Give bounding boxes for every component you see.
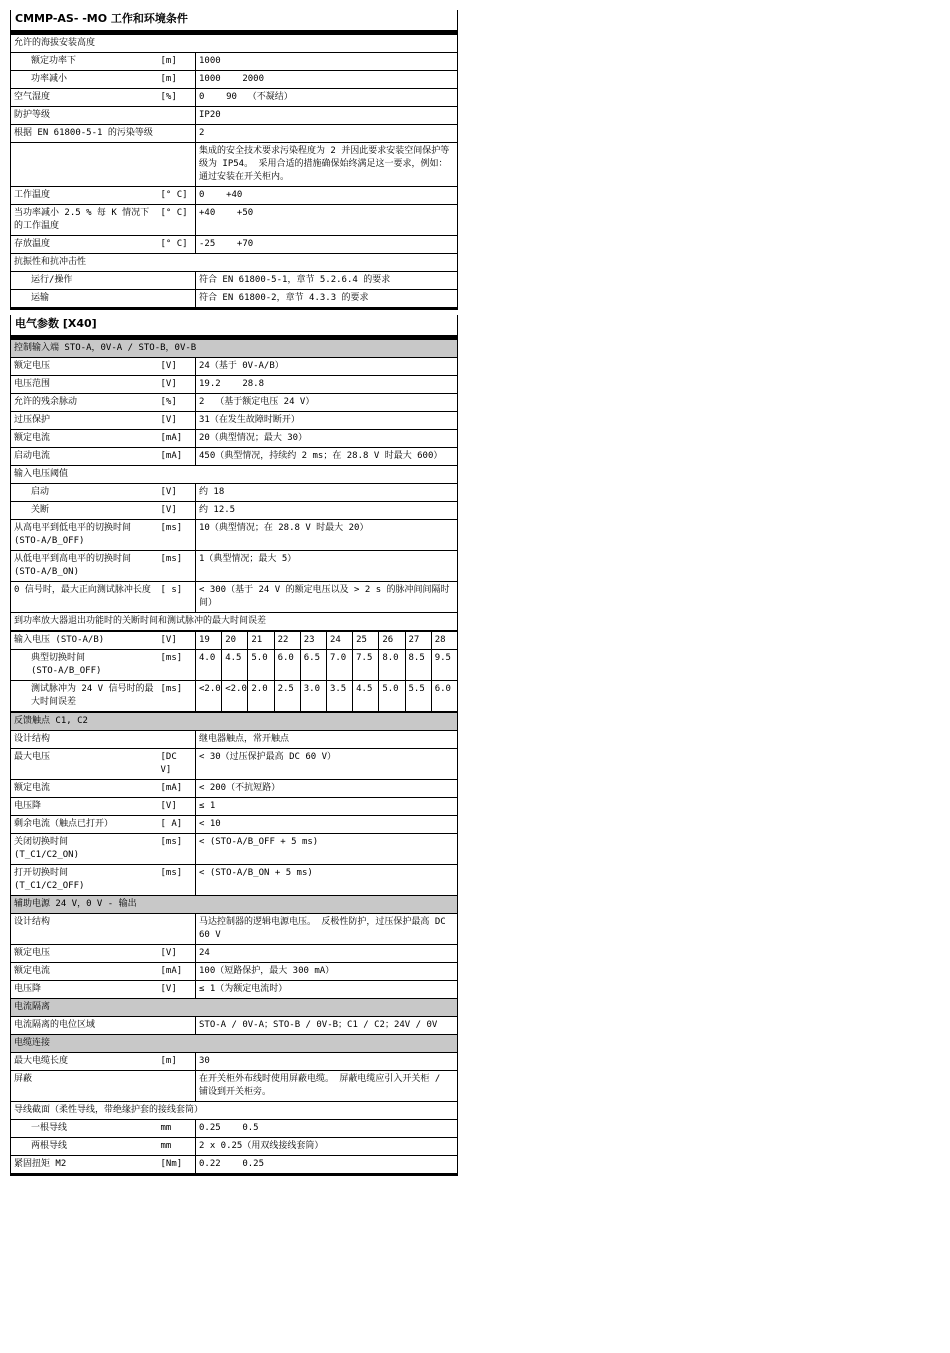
spec-row (11, 798, 458, 816)
spec-unit: [ A] (159, 816, 196, 834)
spec-label: 允许的残余脉动 (11, 394, 159, 412)
env-title: CMMP-AS- -MO 工作和环境条件 (10, 10, 458, 34)
spec-label: 电压降 (11, 981, 159, 999)
grid-cell: 5.5 (405, 681, 431, 712)
spec-value: STO-A / 0V-A；STO-B / 0V-B；C1 / C2；24V / 0V (196, 1017, 458, 1035)
spec-value: 1（典型情况；最大 5） (196, 551, 458, 582)
grid-unit: [ms] (159, 650, 196, 681)
elec-grid-table (10, 631, 458, 712)
spec-row (11, 484, 458, 502)
spec-label: 从低电平到高电平的切换时间(STO-A/B_ON) (11, 551, 159, 582)
spec-row (11, 551, 458, 582)
spec-label: 打开切换时间 (T_C1/C2_OFF) (11, 865, 159, 896)
spec-row (11, 1071, 458, 1102)
spec-value: 约 18 (196, 484, 458, 502)
spec-value: 符合 EN 61800-2，章节 4.3.3 的要求 (196, 290, 458, 309)
spec-label: 一根导线 (11, 1120, 159, 1138)
spec-row (11, 1120, 458, 1138)
spec-value: 31（在发生故障时断开） (196, 412, 458, 430)
spec-unit: [m] (159, 71, 196, 89)
spec-value: 1000 2000 (196, 71, 458, 89)
spec-unit (159, 272, 196, 290)
spec-label: 额定电流 (11, 780, 159, 798)
spec-value: +40 +50 (196, 205, 458, 236)
spec-unit: [V] (159, 358, 196, 376)
spec-row (11, 1138, 458, 1156)
spec-label: 防护等级 (11, 107, 159, 125)
spec-row (11, 582, 458, 613)
spec-row (11, 358, 458, 376)
grid-cell: 5.0 (379, 681, 405, 712)
spec-value: 10（典型情况；在 28.8 V 时最大 20） (196, 520, 458, 551)
spec-unit: [ms] (159, 865, 196, 896)
spec-value: 100（短路保护，最大 300 mA） (196, 963, 458, 981)
section-header-row (11, 713, 458, 731)
grid-cell: 28 (431, 632, 457, 650)
spec-unit: [m] (159, 53, 196, 71)
grid-cell: 9.5 (431, 650, 457, 681)
spec-unit: [V] (159, 412, 196, 430)
grid-cell: 26 (379, 632, 405, 650)
section-header-row (11, 896, 458, 914)
grid-label: 测试脉冲为 24 V 信号时的最大时间误差 (11, 681, 159, 712)
spec-row (11, 89, 458, 107)
spec-row (11, 520, 458, 551)
spec-value: 0 +40 (196, 187, 458, 205)
spec-row (11, 914, 458, 945)
spec-unit (159, 107, 196, 125)
grid-cell: 8.0 (379, 650, 405, 681)
spec-label: 电压范围 (11, 376, 159, 394)
spec-value: 24 (196, 945, 458, 963)
grid-row (11, 650, 458, 681)
spec-row (11, 254, 458, 272)
grid-unit: [V] (159, 632, 196, 650)
spec-unit: [° C] (159, 187, 196, 205)
spec-label: 紧固扭矩 M2 (11, 1156, 159, 1175)
spec-unit: [V] (159, 502, 196, 520)
group-label: 导线截面（柔性导线，带绝缘护套的接线套筒） (11, 1102, 458, 1120)
spec-value: ≤ 1（为额定电流时） (196, 981, 458, 999)
spec-row (11, 448, 458, 466)
spec-unit: [V] (159, 376, 196, 394)
section-header-label: 电流隔离 (11, 999, 458, 1017)
spec-row (11, 502, 458, 520)
spec-value: 24（基于 0V-A/B） (196, 358, 458, 376)
spec-unit: mm (159, 1120, 196, 1138)
grid-cell: 3.0 (300, 681, 326, 712)
spec-row (11, 945, 458, 963)
spec-label: 运输 (11, 290, 159, 309)
spec-unit: [ms] (159, 834, 196, 865)
grid-cell: 3.5 (326, 681, 352, 712)
spec-label: 电流隔离的电位区域 (11, 1017, 159, 1035)
section-header-row (11, 1035, 458, 1053)
spec-value: < 30（过压保护最高 DC 60 V） (196, 749, 458, 780)
group-label: 到功率放大器退出功能时的关断时间和测试脉冲的最大时间误差 (11, 613, 458, 631)
spec-value: -25 +70 (196, 236, 458, 254)
spec-label: 额定电流 (11, 963, 159, 981)
spec-unit: [V] (159, 798, 196, 816)
spec-unit (159, 1017, 196, 1035)
section-header-row (11, 340, 458, 358)
spec-unit (159, 731, 196, 749)
group-label: 输入电压阈值 (11, 466, 458, 484)
spec-label: 从高电平到低电平的切换时间(STO-A/B_OFF) (11, 520, 159, 551)
spec-value: IP20 (196, 107, 458, 125)
grid-cell: 7.0 (326, 650, 352, 681)
spec-value: 19.2 28.8 (196, 376, 458, 394)
spec-row (11, 613, 458, 631)
spec-row (11, 1156, 458, 1175)
spec-unit (159, 143, 196, 187)
elec-table-1 (10, 339, 458, 631)
spec-unit: [%] (159, 89, 196, 107)
spec-row (11, 53, 458, 71)
spec-label: 设计结构 (11, 914, 159, 945)
spec-row (11, 1053, 458, 1071)
spec-value: 30 (196, 1053, 458, 1071)
spec-unit: [V] (159, 945, 196, 963)
spec-row (11, 376, 458, 394)
grid-unit: [ms] (159, 681, 196, 712)
grid-cell: 20 (222, 632, 248, 650)
spec-label: 额定电压 (11, 358, 159, 376)
spec-value: 符合 EN 61800-5-1，章节 5.2.6.4 的要求 (196, 272, 458, 290)
spec-row (11, 1017, 458, 1035)
spec-unit (159, 1071, 196, 1102)
section-header-label: 电缆连接 (11, 1035, 458, 1053)
grid-cell: 6.0 (274, 650, 300, 681)
spec-row (11, 963, 458, 981)
grid-cell: <2.0 (196, 681, 222, 712)
spec-row (11, 272, 458, 290)
section-header-label: 辅助电源 24 V，0 V - 输出 (11, 896, 458, 914)
spec-label: 额定电流 (11, 430, 159, 448)
grid-cell: 2.0 (248, 681, 274, 712)
spec-label: 关断 (11, 502, 159, 520)
spec-row (11, 412, 458, 430)
spec-unit: [mA] (159, 448, 196, 466)
spec-row (11, 290, 458, 309)
spec-row (11, 816, 458, 834)
grid-cell: 23 (300, 632, 326, 650)
spec-row (11, 1102, 458, 1120)
spec-value: 450（典型情况，持续约 2 ms；在 28.8 V 时最大 600） (196, 448, 458, 466)
spec-unit: [V] (159, 981, 196, 999)
spec-label: 根据 EN 61800-5-1 的污染等级 (11, 125, 159, 143)
spec-label: 最大电压 (11, 749, 159, 780)
spec-label: 设计结构 (11, 731, 159, 749)
spec-label: 电压降 (11, 798, 159, 816)
spec-label: 启动 (11, 484, 159, 502)
spec-row (11, 430, 458, 448)
spec-row (11, 71, 458, 89)
spec-value: 集成的安全技术要求污染程度为 2 并因此要求安装空间保护等级为 IP54。 采用合适的措施确保始终满足这一要求，例如：通过安装在开关柜内。 (196, 143, 458, 187)
spec-value: 1000 (196, 53, 458, 71)
grid-cell: 24 (326, 632, 352, 650)
spec-unit: [Nm] (159, 1156, 196, 1175)
spec-row (11, 981, 458, 999)
grid-cell: 6.5 (300, 650, 326, 681)
spec-row (11, 466, 458, 484)
spec-label: 关闭切换时间 (T_C1/C2_ON) (11, 834, 159, 865)
spec-row (11, 834, 458, 865)
spec-value: < (STO-A/B_ON + 5 ms) (196, 865, 458, 896)
spec-label: 启动电流 (11, 448, 159, 466)
spec-value: < 300（基于 24 V 的额定电压以及 > 2 s 的脉冲间间隔时间） (196, 582, 458, 613)
grid-row (11, 681, 458, 712)
env-section (10, 10, 458, 310)
spec-row (11, 107, 458, 125)
grid-cell: 22 (274, 632, 300, 650)
spec-value: 0.25 0.5 (196, 1120, 458, 1138)
spec-label: 两根导线 (11, 1138, 159, 1156)
spec-value: 2 （基于额定电压 24 V） (196, 394, 458, 412)
spec-unit (159, 914, 196, 945)
spec-row (11, 865, 458, 896)
spec-label: 运行/操作 (11, 272, 159, 290)
spec-value: 0.22 0.25 (196, 1156, 458, 1175)
grid-cell: 4.5 (353, 681, 379, 712)
grid-cell: <2.0 (222, 681, 248, 712)
spec-row (11, 780, 458, 798)
spec-label: 额定功率下 (11, 53, 159, 71)
spec-label: 工作温度 (11, 187, 159, 205)
grid-cell: 5.0 (248, 650, 274, 681)
section-header-row (11, 999, 458, 1017)
spec-value: 2 (196, 125, 458, 143)
section-header-label: 控制输入端 STO-A，0V-A / STO-B，0V-B (11, 340, 458, 358)
grid-label: 输入电压 (STO-A/B) (11, 632, 159, 650)
grid-cell: 19 (196, 632, 222, 650)
spec-unit: [ s] (159, 582, 196, 613)
spec-label: 0 信号时，最大正向测试脉冲长度 (11, 582, 159, 613)
spec-label: 过压保护 (11, 412, 159, 430)
spec-row (11, 35, 458, 53)
spec-label (11, 143, 159, 187)
group-label: 允许的海拔安装高度 (11, 35, 458, 53)
spec-label: 功率减小 (11, 71, 159, 89)
elec-title: 电气参数 [X40] (10, 315, 458, 339)
spec-row (11, 394, 458, 412)
spec-unit: [mA] (159, 780, 196, 798)
spec-value: ≤ 1 (196, 798, 458, 816)
spec-value: 约 12.5 (196, 502, 458, 520)
spec-value: 20（典型情况；最大 30） (196, 430, 458, 448)
env-table (10, 34, 458, 310)
spec-label: 最大电缆长度 (11, 1053, 159, 1071)
spec-row (11, 731, 458, 749)
spec-unit (159, 290, 196, 309)
grid-cell: 6.0 (431, 681, 457, 712)
section-header-label: 反馈触点 C1, C2 (11, 713, 458, 731)
spec-unit: [° C] (159, 205, 196, 236)
grid-label: 典型切换时间 (STO-A/B_OFF) (11, 650, 159, 681)
spec-unit: [° C] (159, 236, 196, 254)
spec-value: < (STO-A/B_OFF + 5 ms) (196, 834, 458, 865)
elec-section (10, 315, 458, 1176)
spec-value: < 10 (196, 816, 458, 834)
grid-cell: 2.5 (274, 681, 300, 712)
spec-row (11, 236, 458, 254)
grid-cell: 25 (353, 632, 379, 650)
spec-unit: [DC V] (159, 749, 196, 780)
spec-row (11, 187, 458, 205)
grid-cell: 4.0 (196, 650, 222, 681)
spec-label: 剩余电流（触点已打开） (11, 816, 159, 834)
elec-table-2 (10, 712, 458, 1176)
spec-unit (159, 125, 196, 143)
grid-cell: 8.5 (405, 650, 431, 681)
spec-value: 马达控制器的逻辑电源电压。 反极性防护，过压保护最高 DC 60 V (196, 914, 458, 945)
spec-unit: [mA] (159, 430, 196, 448)
spec-unit: [m] (159, 1053, 196, 1071)
spec-row (11, 205, 458, 236)
spec-row (11, 143, 458, 187)
spec-unit: mm (159, 1138, 196, 1156)
spec-value: 继电器触点，常开触点 (196, 731, 458, 749)
spec-value: 0 90 （不凝结） (196, 89, 458, 107)
grid-cell: 7.5 (353, 650, 379, 681)
spec-label: 空气湿度 (11, 89, 159, 107)
spec-label: 存放温度 (11, 236, 159, 254)
spec-label: 屏蔽 (11, 1071, 159, 1102)
group-label: 抗振性和抗冲击性 (11, 254, 458, 272)
spec-value: 在开关柜外布线时使用屏蔽电缆。 屏蔽电缆应引入开关柜 / 铺设到开关柜旁。 (196, 1071, 458, 1102)
spec-unit: [ms] (159, 551, 196, 582)
spec-row (11, 749, 458, 780)
grid-cell: 4.5 (222, 650, 248, 681)
spec-row (11, 125, 458, 143)
spec-unit: [%] (159, 394, 196, 412)
spec-value: < 200（不抗短路） (196, 780, 458, 798)
grid-row (11, 632, 458, 650)
grid-cell: 21 (248, 632, 274, 650)
spec-label: 当功率减小 2.5 % 每 K 情况下的工作温度 (11, 205, 159, 236)
spec-value: 2 x 0.25（用双线接线套筒） (196, 1138, 458, 1156)
grid-cell: 27 (405, 632, 431, 650)
spec-unit: [ms] (159, 520, 196, 551)
spec-unit: [mA] (159, 963, 196, 981)
spec-label: 额定电压 (11, 945, 159, 963)
spec-unit: [V] (159, 484, 196, 502)
